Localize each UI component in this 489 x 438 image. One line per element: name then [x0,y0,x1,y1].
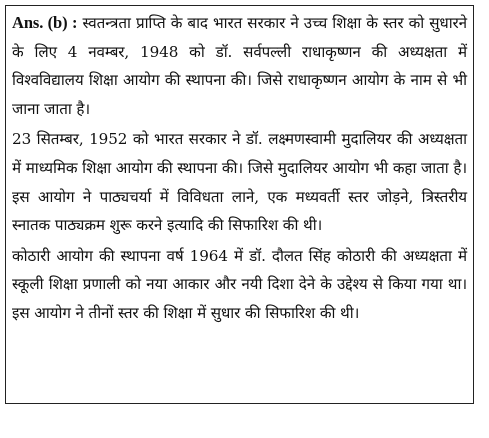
paragraph-kothari-commission [12,242,467,328]
answer-box [5,5,474,404]
paragraph-2-text: 23 सितम्बर, 1952 को भारत सरकार ने डॉ. लक्ष्मणस्वामी मुदालियर की अध्यक्षता में माध्यमिक शिक्षा आयोग की स्थापना की। जिसे मुदालियर आयोग भी कहा जाता है। इस आयोग ने पाठ्यचर्या में विविधता लाने, एक मध्यवर्ती स्तर जोड़ने, त्रिस्तरीय स्नातक पाठ्यक्रम शुरू करने इत्यादि की सिफारिश की थी। [12,130,467,235]
paragraph-3-text: कोठारी आयोग की स्थापना वर्ष 1964 में डॉ. दौलत सिंह कोठारी की अध्यक्षता में स्कूली शिक्षा प्रणाली को नया आकार और नयी दिशा देने के उद्देश्य से किया गया था। इस आयोग ने तीनों स्तर की शिक्षा में सुधार की सिफारिश की थी। [12,246,467,322]
paragraph-1-text: स्वतन्त्रता प्राप्ति के बाद भारत सरकार ने उच्च शिक्षा के स्तर को सुधारने के लिए 4 नवम्बर, 1948 को डॉ. सर्वपल्ली राधाकृष्णन की अध्यक्षता में विश्वविद्यालय शिक्षा आयोग की स्थापना की। जिसे राधाकृष्णन आयोग के नाम से भी जाना जाता है। [12,14,467,118]
answer-label: Ans. (b) : [12,13,78,32]
paragraph-mudaliar-commission [12,125,467,239]
paragraph-radhakrishnan-commission [12,9,467,123]
